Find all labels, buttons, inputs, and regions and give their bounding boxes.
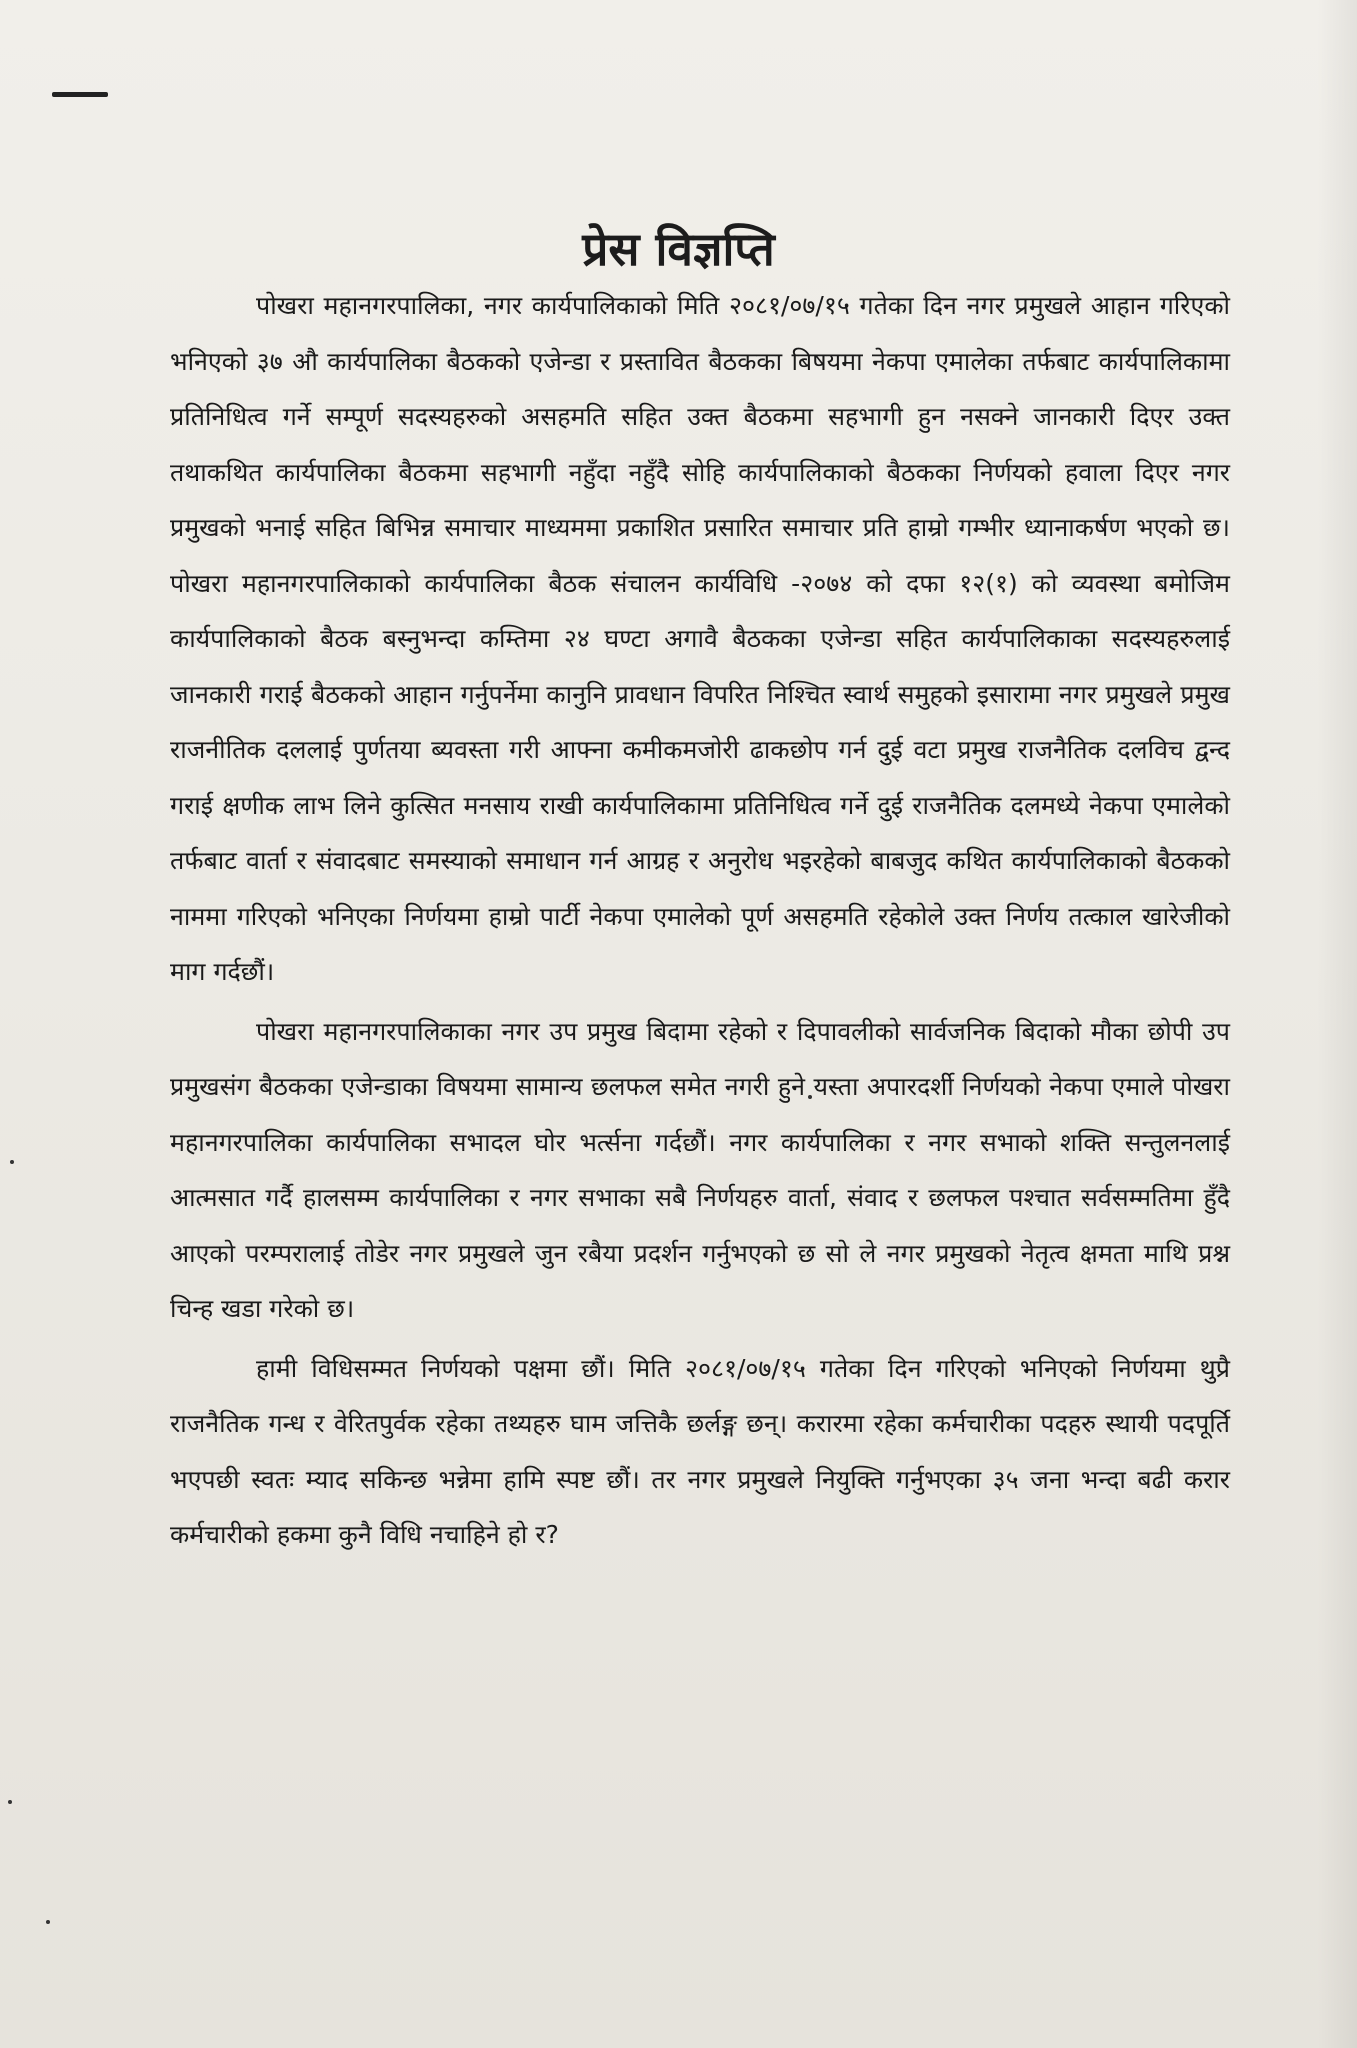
document-title: प्रेस विज्ञप्ति [582, 221, 775, 276]
page-edge-shadow [1317, 0, 1357, 2048]
margin-dash-mark [52, 92, 108, 97]
paragraph-3: हामी विधिसम्मत निर्णयको पक्षमा छौं। मिति २०८१/०७/१५ गतेका दिन गरिएको भनिएको निर्णयमा थुप्रै राजनैतिक गन्ध र वेरितपुर्वक रहेका तथ्यहरु घाम जत्तिकै छर्लङ्ग छन्। करारमा रहेका कर्मचारीका पदहरु स्थायी पदपूर्ति भएपछी स्वतः म्याद सकिन्छ भन्नेमा हामि स्पष्ट छौं। तर नगर प्रमुखले नियुक्ति गर्नुभएका ३५ जना भन्दा बढी करार कर्मचारीको हकमा कुनै विधि नचाहिने हो र? [170, 1353, 1230, 1549]
paragraph-2: पोखरा महानगरपालिकाका नगर उप प्रमुख बिदामा रहेको र दिपावलीको सार्वजनिक बिदाको मौका छोपी उप प्रमुखसंग बैठकका एजेन्डाका विषयमा सामान्य छलफल समेत नगरी हुने यस्ता अपारदर्शी निर्णयको नेकपा एमाले पोखरा महानगरपालिका कार्यपालिका सभादल घोर भर्त्सना गर्दछौं। नगर कार्यपालिका र नगर सभाको शक्ति सन्तुलनलाई आत्मसात गर्दै हालसम्म कार्यपालिका र नगर सभाका सबै निर्णयहरु वार्ता, संवाद र छलफल पश्चात सर्वसम्मतिमा हुँदै आएको परम्परालाई तोडेर नगर प्रमुखले जुन रबैया प्रदर्शन गर्नुभएको छ सो ले नगर प्रमुखको नेतृत्व क्षमता माथि प्रश्न चिन्ह खडा गरेको छ। [170, 1016, 1230, 1323]
document-body [170, 278, 1230, 1567]
margin-speck [10, 1160, 14, 1164]
margin-speck [46, 1920, 50, 1924]
paragraph-1: पोखरा महानगरपालिका, नगर कार्यपालिकाको मिति २०८१/०७/१५ गतेका दिन नगर प्रमुखले आहान गरिएको भनिएको ३७ औ कार्यपालिका बैठकको एजेन्डा र प्रस्तावित बैठकका बिषयमा नेकपा एमालेका तर्फबाट कार्यपालिकामा प्रतिनिधित्व गर्ने सम्पूर्ण सदस्यहरुको असहमति सहित उक्त बैठकमा सहभागी हुन नसक्ने जानकारी दिएर उक्त तथाकथित कार्यपालिका बैठकमा सहभागी नहुँदा नहुँदै सोहि कार्यपालिकाको बैठकका निर्णयको हवाला दिएर नगर प्रमुखको भनाई सहित बिभिन्न समाचार माध्यममा प्रकाशित प्रसारित समाचार प्रति हाम्रो गम्भीर ध्यानाकर्षण भएको छ। पोखरा महानगरपालिकाको कार्यपालिका बैठक संचालन कार्यविधि -२०७४ को दफा १२(१) को व्यवस्था बमोजिम कार्यपालिकाको बैठक बस्नुभन्दा कम्तिमा २४ घण्टा अगावै बैठकका एजेन्डा सहित कार्यपालिकाका सदस्यहरुलाई जानकारी गराई बैठकको आहान गर्नुपर्नेमा कानुनि प्रावधान विपरित निश्चित स्वार्थ समुहको इसारामा नगर प्रमुखले प्रमुख राजनीतिक दललाई पुर्णतया ब्यवस्ता गरी आफ्ना कमीकमजोरी ढाकछोप गर्न दुई वटा प्रमुख राजनैतिक दलविच द्वन्द गराई क्षणीक लाभ लिने कुत्सित मनसाय राखी कार्यपालिकामा प्रतिनिधित्व गर्ने दुई राजनैतिक दलमध्ये नेकपा एमालेको तर्फबाट वार्ता र संवादबाट समस्याको समाधान गर्न आग्रह र अनुरोध भइरहेको बाबजुद कथित कार्यपालिकाको बैठकको नाममा गरिएको भनिएका निर्णयमा हाम्रो पार्टी नेकपा एमालेको पूर्ण असहमति रहेकोले उक्त निर्णय तत्काल खारेजीको माग गर्दछौं। [170, 291, 1230, 986]
margin-speck [8, 1800, 12, 1804]
